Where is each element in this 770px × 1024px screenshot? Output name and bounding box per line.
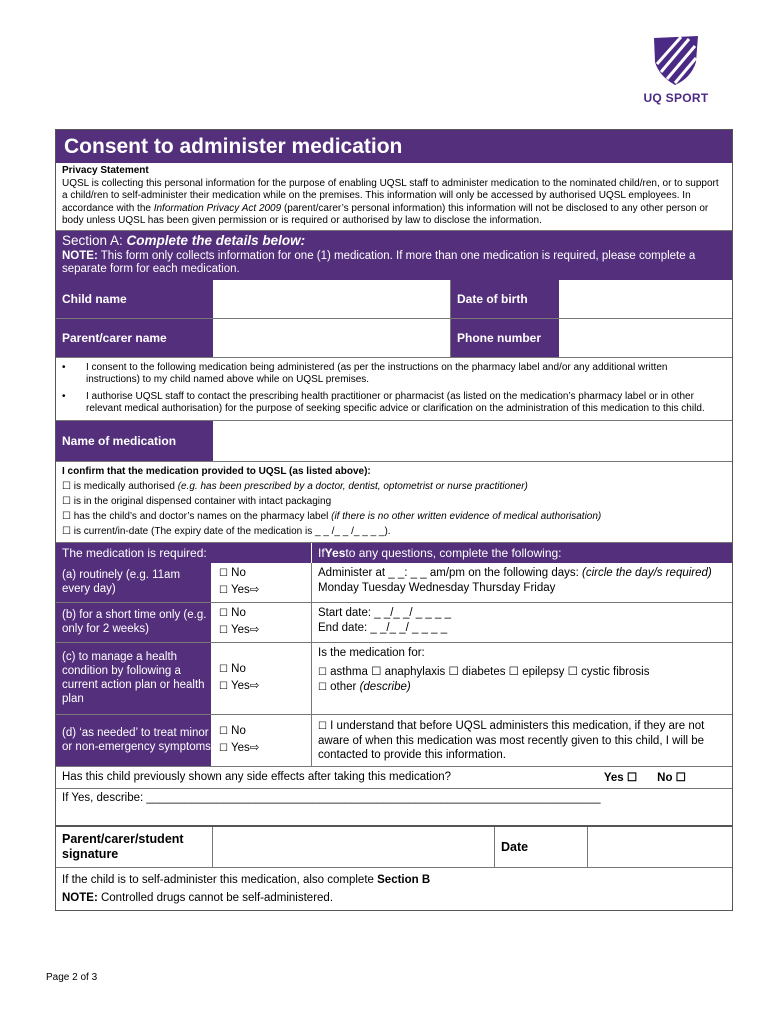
signature-field[interactable] [213,827,495,867]
date-label: Date [495,827,588,867]
short-label: (b) for a short time only (e.g. only for 2 weeks) [56,603,211,642]
if-yes-instruction: If Yes to any questions, complete the following: [318,545,562,560]
date-field[interactable] [588,827,732,867]
uq-sport-logo [636,34,716,106]
list-item: • I consent to the following medication being administered (as per the instructions on the pharmacy label and/or any additional written instructions) to my child named above while on UQSL premises. [62,361,668,385]
short-row [56,603,732,643]
child-row [56,280,732,319]
short-options [211,603,312,642]
child-name-field[interactable] [213,280,451,318]
other-option[interactable]: ☐ other (describe) [318,680,411,693]
confirm-item[interactable]: ☐ is medically authorised (e.g. has been prescribed by a doctor, dentist, optometrist or nurse practitioner) [62,480,528,492]
checkbox-icon: ☐ [219,664,228,675]
checkbox-icon: ☐ [219,568,228,579]
medication-name-label: Name of medication [56,421,213,461]
manage-details [312,643,732,714]
dob-label: Date of birth [451,280,559,318]
routine-label: (a) routinely (e.g. 11am every day) [56,563,211,602]
consent-form [55,129,733,911]
routine-options [211,563,312,602]
condition-options[interactable]: ☐ asthma ☐ anaphylaxis ☐ diabetes ☐ epilepsy ☐ cystic fibrosis [318,665,650,678]
uq-sport-shield-icon [651,34,701,86]
section-a-instruction: Complete the details below: [126,232,306,248]
as-needed-options [211,715,312,766]
medication-name-field[interactable] [213,421,732,461]
manage-label: (c) to manage a health condition by following a current action plan or health plan [56,643,211,714]
side-effects-row [56,767,732,789]
privacy-act: Information Privacy Act 2009 [153,202,282,214]
arrow-icon: ⇨ [249,584,260,596]
checkbox-icon[interactable]: ☐ [62,480,71,492]
short-details [312,603,732,642]
yes-option[interactable]: ☐ Yes⇨ [219,742,260,754]
medication-required-header [56,543,732,563]
no-option[interactable]: ☐ No [219,567,246,579]
as-needed-details[interactable]: ☐ I understand that before UQSL administers this medication, if they are not aware of when this medication was most recently given to this child, I will be contacted to provide this information. [318,719,705,761]
arrow-icon: ⇨ [249,742,260,754]
arrow-icon: ⇨ [249,624,260,636]
confirm-item[interactable]: ☐ is in the original dispensed container with intact packaging [62,495,332,507]
brand-name: UQ SPORT [643,91,709,105]
checkbox-icon[interactable]: ☐ [62,495,71,507]
confirm-heading: I confirm that the medication provided to UQSL (as listed above): [62,465,371,477]
checkbox-icon: ☐ [318,720,327,732]
section-a-label: Section A: [62,232,127,248]
medication-row [56,421,732,462]
describe-field[interactable]: If Yes, describe: _______________________________________________________________________ [56,789,732,827]
dob-field[interactable] [559,280,732,318]
note-text: This form only collects information for one (1) medication. If more than one medication is required, please complete a separate form for each medication. [62,249,696,275]
signature-label: Parent/carer/student signature [56,827,213,867]
yes-option[interactable]: ☐ Yes⇨ [219,680,260,692]
privacy-heading: Privacy Statement [62,165,149,176]
manage-row [56,643,732,715]
routine-details: Administer at _ _: _ _ am/pm on the following days: (circle the day/s required) Monday Tuesday Wednesday Thursday Friday [318,566,712,594]
checkbox-icon: ☐ [219,625,228,636]
checkbox-icon: ☐ [219,585,228,596]
consent-bullets [56,358,732,421]
side-effects-question: Has this child previously shown any side effects after taking this medication? [62,771,452,783]
child-name-label: Child name [56,280,213,318]
checkbox-icon: ☐ [219,726,228,737]
checkbox-icon: ☐ [318,681,327,693]
required-label: The medication is required: [56,543,312,563]
parent-name-field[interactable] [213,319,451,357]
checkbox-icon: ☐ [219,608,228,619]
routine-row [56,563,732,603]
no-option[interactable]: ☐ No [219,607,246,619]
as-needed-label: (d) ‘as needed’ to treat minor or non-emergency symptoms [56,715,211,766]
yes-option[interactable]: ☐ Yes⇨ [219,584,260,596]
parent-name-label: Parent/carer name [56,319,213,357]
no-option[interactable]: ☐ No [219,725,246,737]
no-option[interactable]: ☐ No [219,663,246,675]
note-label: NOTE: [62,249,98,262]
privacy-text: UQSL is collecting this personal information for the purpose of enabling UQSL staff to administer medication to the nominated child/ren, or to support a child/ren to self-administer their medication while on the premises. This information will only be accessed by authorised UQSL employees. In accordance with the [62,177,719,214]
confirm-item[interactable]: ☐ has the child’s and doctor’s names on the pharmacy label (if there is no other written evidence of medical authorisation) [62,510,602,522]
arrow-icon: ⇨ [249,680,260,692]
privacy-statement [56,163,732,231]
page-number: Page 2 of 3 [46,972,98,983]
privacy-text-2: (parent/carer’s personal information) this information will not be disclosed to any other person or body unless UQSL has been given permission or is required or authorised by law to disclose the information. [62,202,709,226]
signature-row [56,827,732,868]
confirm-item[interactable]: ☐ is current/in-date (The expiry date of the medication is _ _ /_ _ /_ _ _ _). [62,525,391,537]
checkbox-icon[interactable]: ☐ [62,510,71,522]
as-needed-row [56,715,732,767]
checkbox-icon: ☐ [219,743,228,754]
phone-field[interactable] [559,319,732,357]
section-a-header [56,231,732,280]
checkbox-icon[interactable]: ☐ [62,525,71,537]
end-date[interactable]: End date: _ _/_ _/ _ _ _ _ [318,621,448,634]
checkbox-icon: ☐ [219,681,228,692]
manage-options [211,643,312,714]
self-admin-note: If the child is to self-administer this medication, also complete Section B NOTE: Controlled drugs cannot be self-administered. [62,873,431,904]
parent-row [56,319,732,358]
phone-label: Phone number [451,319,559,357]
side-effects-no[interactable]: No ☐ [657,772,686,784]
condition-question: Is the medication for: [318,646,425,659]
yes-option[interactable]: ☐ Yes⇨ [219,624,260,636]
form-title: Consent to administer medication [56,130,732,163]
list-item: • I authorise UQSL staff to contact the prescribing health practitioner or pharmacist (as listed on the medication’s pharmacy label or in other relevant medical authorisation) for the purpose of seeking specific advice or clarification on the administration of this medication to this child. [62,390,705,414]
side-effects-yes[interactable]: Yes ☐ [603,772,638,784]
confirmation-list [56,462,732,543]
checkbox-icon: ☐ [318,666,327,678]
start-date[interactable]: Start date: _ _/_ _/ _ _ _ _ [318,606,451,619]
